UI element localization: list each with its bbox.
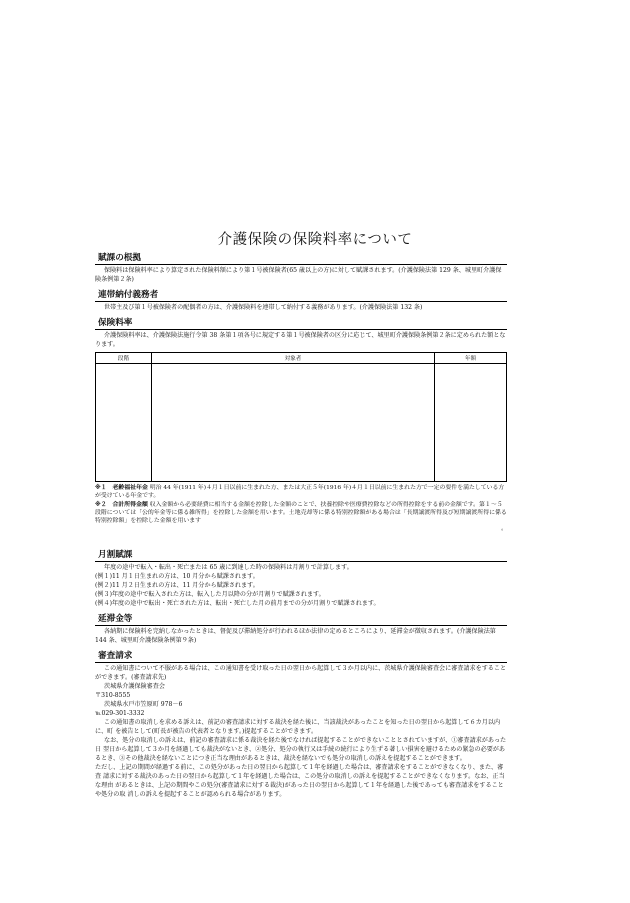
review-paragraph-1: この通知書の取消しを求める訴えは、前記の審査請求に対する裁決を経た後に、当該裁決があったことを知った日の翌日から起算して６カ月以内に、町 を被告として(町長が被告の代表者となります。)提起することができます。 (95, 718, 501, 735)
review-addr-name: 茨城県介護保険審査会 (104, 682, 165, 690)
table-cell-stage (96, 364, 152, 482)
note-1-label: ※１ 老齢福祉年金 (95, 485, 148, 491)
monthly-line: (例１)11 月１日生まれの方は、10 月分から賦課されます。 (95, 572, 259, 580)
monthly-line: (例３)年度の途中で転入された方は、転入した月以降の分が月割りで賦課されます。 (95, 590, 325, 598)
section-heading-rate: 保険料率 (95, 316, 507, 330)
section-heading-arrears: 延滞金等 (95, 612, 507, 626)
note-2-text: 収入金額から必要経費に相当する金額を控除した金額のことで、扶養控除や医療費控除などの所得控除をする前の金額です。第１～５段階については「公的年金等に係る雑所得」を控除した金額を用います。土地売却等に係る特別控除額がある場合は「長期譲渡所得及び短期譲渡所得に係る 特別控除額」を控除した金額を用います (95, 501, 507, 525)
table-header-target: 対象者 (152, 353, 435, 364)
rate-table (95, 352, 507, 482)
monthly-line: (例４)年度の途中で転出・死亡された方は、転出・死亡した月の前月までの分が月割りで賦課されます。 (95, 599, 380, 607)
table-header-amount: 年額 (435, 353, 507, 364)
note-2-label: ※２ 合計所得金額 (95, 501, 148, 508)
monthly-line: (例２)11 月２日生まれの方は、11 月分から賦課されます。 (95, 581, 259, 589)
section-body-joint: 世帯主及び第１号被保険者の配偶者の方は、介護保険料を連帯して納付する義務があります。(介護保険法第 132 条) (104, 304, 423, 311)
rate-notes (95, 484, 507, 534)
table-cell-target (152, 364, 435, 482)
review-paragraph-2: なお、処分の取消しの訴えは、前記の審査請求に係る裁決を経た後でなければ提起することができないこととされていますが、①審査請求があった日 翌日から起算して３か月を経過しても裁決がないとき、②処分、処分の執行又は手続の続行により生ずる著しい損害を避けるための緊急の必要があるとき、③その他裁決を経ないことにつき正当な理由があるときは、裁決を経ないでも処分の取消しの訴えを提起することができます。 (95, 736, 507, 762)
section-body-basis: 保険料は保険料率により算定された保険料額により第１号被保険者(65 歳以上の方)に対して賦課されます。(介護保険法第 129 条、城里町介護保険条例第２条) (95, 267, 502, 283)
review-intro: この通知書について不服がある場合は、この通知書を受け取った日の翌日から起算して３か月以内に、茨城県介護保険審査会に審査請求をすることができます。(審査請求先) (95, 664, 507, 681)
review-addr-tel: ℡029-301-3332 (95, 709, 145, 717)
section-heading-basis: 賦課の根拠 (95, 251, 507, 265)
note-2-end: 。 (501, 526, 507, 533)
page-title: 介護保険の保険料率について (217, 232, 413, 248)
section-heading-joint: 連帯納付義務者 (95, 288, 507, 302)
section-body-review (95, 664, 507, 799)
review-address (95, 682, 507, 718)
review-addr-street: 茨城県水戸市笠原町 978－6 (104, 700, 183, 708)
document-body (95, 247, 507, 799)
table-cell-amount (435, 364, 507, 482)
section-body-monthly (95, 563, 507, 608)
section-body-arrears: 各納期に保険料を完納しなかったときは、督促及び滞納処分が行われるほか法律の定めるところにより、延滞金が徴収されます。(介護保険法第 144 条、城里町介護保険条例第９条) (95, 627, 496, 644)
review-addr-zip: 〒310-8555 (95, 691, 131, 699)
monthly-line: 年度の途中で転入・転出・死亡または 65 歳に到達した時の保険料は月割りで計算します。 (104, 563, 353, 571)
table-header-stage: 段階 (96, 353, 152, 364)
note-1-text: 明治 44 年(1911 年)４月１日以前に生まれた方、または大正５年(1916 年)４月１日以前に生まれた方で一定の要件を満たしている方が受けている年金です。 (95, 485, 505, 500)
review-paragraph-3: ただし、上記の期間が経過する前に、この処分があった日の翌日から起算して１年を経過した場合は、審査請求をすることができなくなり、また、審査 請求に対する裁決のあった日の翌日から起算して１年を経過した場合は、この処分の取消しの訴えを提起することができなくなります。なお、正当な理由 があるときは、上記の期間やこの処分(審査請求に対する裁決)があった日の翌日から起算して１年を経過した後であっても審査請求をすることや処分の取 消しの訴えを提起することが認められる場合があります。 (95, 763, 505, 798)
note-2 (95, 501, 507, 534)
note-1 (95, 484, 507, 501)
section-heading-review: 審査請求 (95, 649, 507, 663)
section-body-rate: 介護保険料率は、介護保険法施行令第 38 条第１項各号に規定する第１号被保険者の区分に応じて、城里町介護保険条例第２条に定められた額となります。 (95, 332, 506, 348)
section-heading-monthly: 月割賦課 (95, 548, 507, 562)
